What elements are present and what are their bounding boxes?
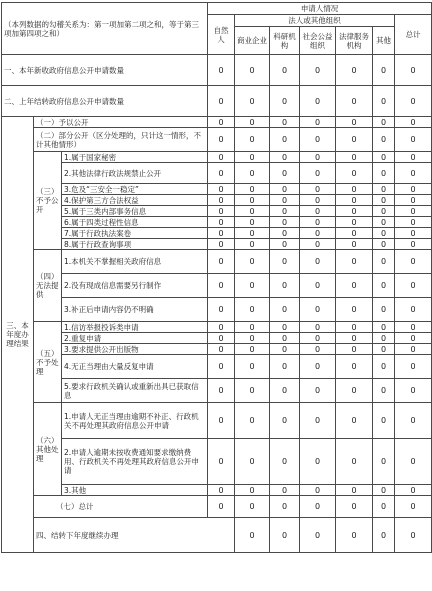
cell: 0 [395,195,432,206]
cell: 0 [373,485,395,496]
unable-item: 1.本机关不掌握相关政府信息 [62,250,208,274]
cell: 0 [373,217,395,228]
not-disclosed-item: 7.属于行政执法案卷 [62,228,208,239]
cell: 0 [395,163,432,184]
cell: 0 [235,250,270,274]
natural-person-header: 自然人 [208,15,235,55]
cell: 0 [235,184,270,195]
cell: 0 [235,379,270,403]
cell: 0 [270,128,300,152]
table-row [2,250,432,274]
cell: 0 [373,355,395,379]
cell: 0 [235,344,270,355]
table-row [2,239,432,250]
cell: 0 [235,403,270,439]
table-row [2,485,432,496]
new-applications-label: 一、本年新收政府信息公开申请数量 [2,55,208,86]
cell: 0 [336,333,373,344]
cell: 0 [270,206,300,217]
cell: 0 [208,496,235,518]
cell: 0 [208,206,235,217]
cell: 0 [208,195,235,206]
other-header: 其他 [373,27,395,55]
research-institution-header: 科研机构 [270,27,300,55]
table-row [2,184,432,195]
cell: 0 [395,86,432,117]
cell: 0 [270,117,300,128]
not-disclosed-item: 1.属于国家秘密 [62,152,208,163]
cell: 0 [300,274,336,298]
unable-label: （四）无法提供 [34,250,62,322]
table-row [2,379,432,403]
carried-over-label: 二、上年结转政府信息公开申请数量 [2,86,208,117]
cell: 0 [395,379,432,403]
cell: 0 [336,485,373,496]
cell: 0 [270,195,300,206]
cell: 0 [208,86,235,117]
not-disclosed-item: 6.属于四类过程性信息 [62,217,208,228]
cell: 0 [235,298,270,322]
cell: 0 [208,128,235,152]
cell: 0 [235,333,270,344]
commercial-enterprise-header: 商业企业 [235,27,270,55]
cell: 0 [395,217,432,228]
table-row [2,128,432,152]
cell: 0 [235,206,270,217]
other-handling-item: 1.申请人无正当理由逾期不补正、行政机关不再处理其政府信息公开申请 [62,403,208,439]
not-processed-item: 2.重复申请 [62,333,208,344]
cell: 0 [208,152,235,163]
cell: 0 [300,439,336,485]
not-disclosed-item: 3.危及“三安全一稳定” [62,184,208,195]
disclosed-label: （一）予以公开 [34,117,208,128]
cell: 0 [270,298,300,322]
cell: 0 [270,152,300,163]
cell: 0 [336,128,373,152]
cell: 0 [373,322,395,333]
cell: 0 [270,379,300,403]
cell: 0 [208,274,235,298]
cell: 0 [270,250,300,274]
cell: 0 [336,184,373,195]
table-row [2,195,432,206]
cell: 0 [235,496,270,518]
cell: 0 [336,496,373,518]
cell: 0 [373,228,395,239]
cell: 0 [235,439,270,485]
cell: 0 [208,322,235,333]
cell: 0 [270,86,300,117]
cell: 0 [300,298,336,322]
cell: 0 [336,206,373,217]
cell: 0 [336,379,373,403]
table-row [2,322,432,333]
legal-service-org-header: 法律服务机构 [336,27,373,55]
cell: 0 [208,239,235,250]
table-row [2,518,432,553]
cell: 0 [395,239,432,250]
table-row [2,333,432,344]
cell: 0 [270,55,300,86]
cell: 0 [270,355,300,379]
cell: 0 [300,184,336,195]
cell: 0 [300,86,336,117]
cell: 0 [300,152,336,163]
cell: 0 [300,195,336,206]
applicant-situation-header: 申请人情况 [208,3,432,15]
cell: 0 [336,344,373,355]
cell: 0 [395,152,432,163]
cell: 0 [235,117,270,128]
table-row [2,228,432,239]
cell: 0 [235,86,270,117]
table-row [2,86,432,117]
cell: 0 [208,184,235,195]
cell: 0 [208,117,235,128]
cell: 0 [395,403,432,439]
cell: 0 [300,344,336,355]
cell: 0 [373,163,395,184]
cell: 0 [395,485,432,496]
cell: 0 [395,206,432,217]
total-label: （七）总计 [34,496,208,518]
cell: 0 [235,163,270,184]
cell: 0 [208,298,235,322]
not-disclosed-item: 2.其他法律行政法规禁止公开 [62,163,208,184]
cell: 0 [270,439,300,485]
cell: 0 [373,152,395,163]
not-processed-label: （五）不予处理 [34,322,62,403]
cell: 0 [336,250,373,274]
unable-item: 3.补正后申请内容仍不明确 [62,298,208,322]
cell: 0 [208,333,235,344]
cell: 0 [208,217,235,228]
cell: 0 [270,322,300,333]
cell: 0 [270,333,300,344]
cell: 0 [300,355,336,379]
legal-entities-header: 法人或其他组织 [235,15,395,27]
table-row [2,152,432,163]
table-row [2,217,432,228]
cell: 0 [300,485,336,496]
cell: 0 [336,274,373,298]
cell: 0 [235,228,270,239]
table-row [2,206,432,217]
handling-results-label: 三、本年度办理结果 [2,117,34,553]
partial-disclosure-label: （二）部分公开（区分处理的，只计这一情形，不计其他情形） [34,128,208,152]
cell: 0 [395,128,432,152]
cell: 0 [373,184,395,195]
cell: 0 [300,163,336,184]
cell: 0 [300,228,336,239]
cell: 0 [270,239,300,250]
cell: 0 [373,250,395,274]
cell: 0 [235,355,270,379]
table-row [2,355,432,379]
cell: 0 [270,403,300,439]
cell: 0 [373,333,395,344]
cell: 0 [208,379,235,403]
cell: 0 [235,518,270,553]
cell: 0 [336,55,373,86]
cell: 0 [336,322,373,333]
not-disclosed-label: （三）不予公开 [34,152,62,250]
cell: 0 [373,496,395,518]
cell: 0 [395,184,432,195]
cell: 0 [235,322,270,333]
cell: 0 [336,195,373,206]
cell: 0 [336,239,373,250]
table-note: （本列数据的勾稽关系为：第一项加第二项之和，等于第三项加第四项之和） [2,3,208,55]
carry-forward-label: 四、结转下年度继续办理 [34,518,235,553]
cell: 0 [373,298,395,322]
cell: 0 [373,55,395,86]
cell: 0 [235,485,270,496]
cell: 0 [373,274,395,298]
cell: 0 [395,355,432,379]
cell: 0 [270,518,300,553]
cell: 0 [373,403,395,439]
cell: 0 [208,485,235,496]
not-processed-item: 1.信访举报投诉类申请 [62,322,208,333]
table-row [2,55,432,86]
table-row [2,496,432,518]
cell: 0 [300,250,336,274]
cell: 0 [336,117,373,128]
cell: 0 [208,439,235,485]
cell: 0 [208,355,235,379]
cell: 0 [336,298,373,322]
cell: 0 [235,128,270,152]
cell: 0 [395,333,432,344]
cell: 0 [235,217,270,228]
cell: 0 [235,239,270,250]
table-row [2,117,432,128]
cell: 0 [336,355,373,379]
cell: 0 [395,117,432,128]
cell: 0 [395,228,432,239]
cell: 0 [300,333,336,344]
table-row [2,163,432,184]
table-row [2,274,432,298]
not-disclosed-item: 4.保护第三方合法权益 [62,195,208,206]
not-processed-item: 3.要求提供公开出版物 [62,344,208,355]
cell: 0 [395,344,432,355]
cell: 0 [270,163,300,184]
cell: 0 [300,206,336,217]
not-processed-item: 5.要求行政机关确认或重新出具已获取信息 [62,379,208,403]
cell: 0 [373,195,395,206]
table-row [2,344,432,355]
cell: 0 [395,518,432,553]
cell: 0 [395,55,432,86]
cell: 0 [336,163,373,184]
cell: 0 [300,217,336,228]
cell: 0 [208,228,235,239]
cell: 0 [373,128,395,152]
cell: 0 [235,152,270,163]
cell: 0 [270,228,300,239]
social-welfare-org-header: 社会公益组织 [300,27,336,55]
cell: 0 [395,250,432,274]
cell: 0 [270,217,300,228]
cell: 0 [208,344,235,355]
cell: 0 [373,439,395,485]
cell: 0 [235,55,270,86]
cell: 0 [270,274,300,298]
cell: 0 [336,217,373,228]
cell: 0 [395,298,432,322]
disclosure-stats-table [1,2,432,553]
cell: 0 [395,274,432,298]
cell: 0 [336,403,373,439]
not-disclosed-item: 8.属于行政查询事项 [62,239,208,250]
cell: 0 [300,55,336,86]
unable-item: 2.没有现成信息需要另行制作 [62,274,208,298]
not-processed-item: 4.无正当理由大量反复申请 [62,355,208,379]
cell: 0 [300,379,336,403]
total-header: 总计 [395,15,432,55]
cell: 0 [373,518,395,553]
cell: 0 [235,274,270,298]
cell: 0 [373,117,395,128]
cell: 0 [373,239,395,250]
cell: 0 [336,152,373,163]
cell: 0 [373,344,395,355]
cell: 0 [208,55,235,86]
cell: 0 [208,250,235,274]
not-disclosed-item: 5.属于三类内部事务信息 [62,206,208,217]
cell: 0 [270,344,300,355]
table-row [2,403,432,439]
cell: 0 [208,163,235,184]
cell: 0 [336,439,373,485]
cell: 0 [300,239,336,250]
cell: 0 [395,496,432,518]
cell: 0 [373,379,395,403]
cell: 0 [395,439,432,485]
other-handling-item: 2.申请人逾期未按收费通知要求缴纳费用、行政机关不再处理其政府信息公开申请 [62,439,208,485]
cell: 0 [270,496,300,518]
cell: 0 [336,518,373,553]
cell: 0 [300,128,336,152]
cell: 0 [235,195,270,206]
cell: 0 [300,322,336,333]
cell: 0 [395,322,432,333]
cell: 0 [270,485,300,496]
other-handling-item: 3.其他 [62,485,208,496]
cell: 0 [208,403,235,439]
cell: 0 [270,184,300,195]
other-handling-label: （六）其他处理 [34,403,62,496]
table-row [2,439,432,485]
cell: 0 [300,403,336,439]
cell: 0 [373,206,395,217]
cell: 0 [336,228,373,239]
cell: 0 [300,496,336,518]
cell: 0 [336,86,373,117]
cell: 0 [300,117,336,128]
cell: 0 [300,518,336,553]
table-row [2,298,432,322]
cell: 0 [373,86,395,117]
